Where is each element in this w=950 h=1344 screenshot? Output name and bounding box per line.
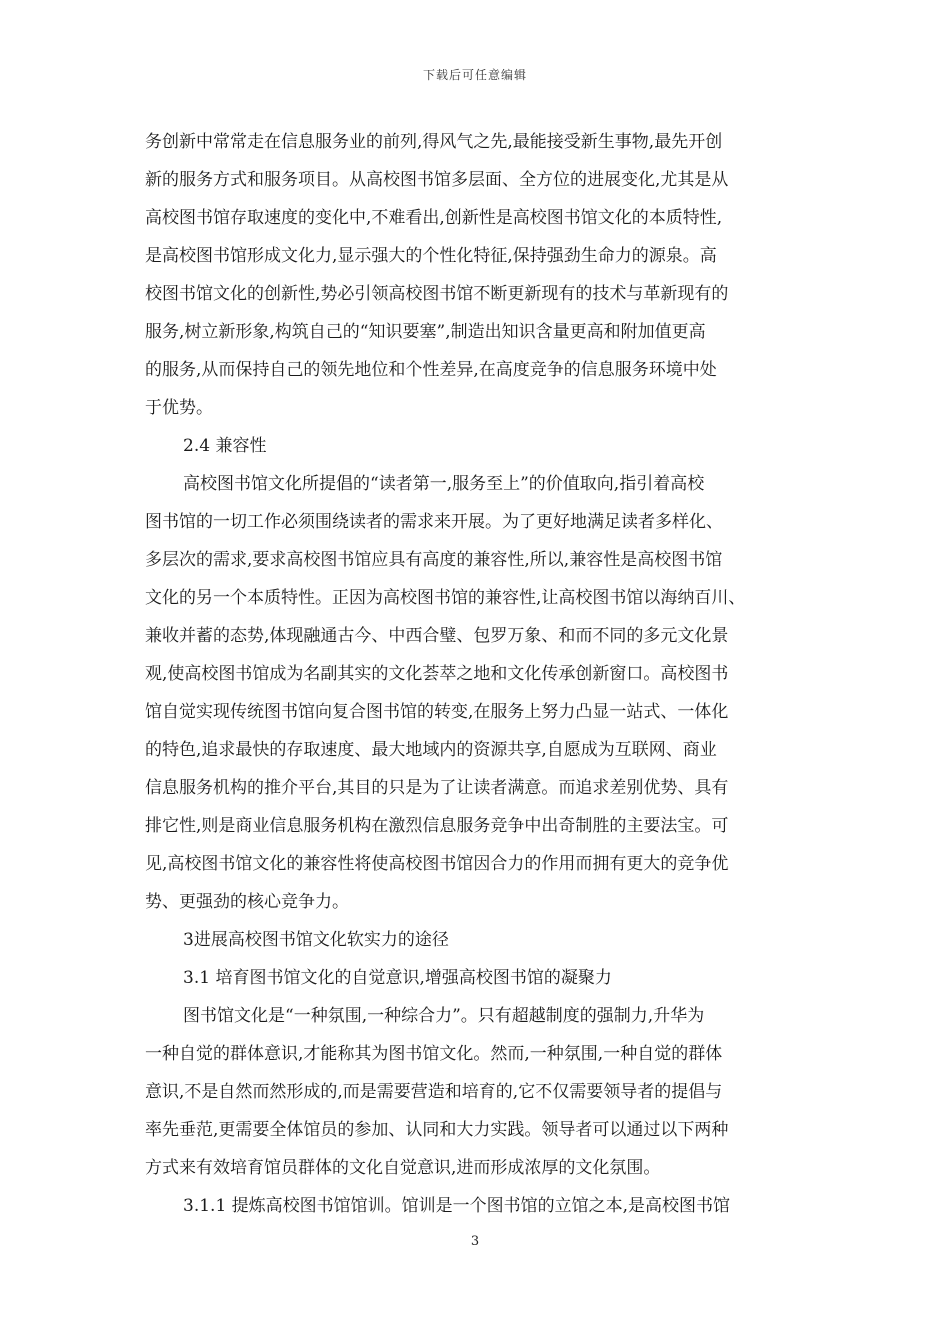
document-body [145,123,805,1225]
text-line: 高校图书馆文化所提倡的“读者第一,服务至上”的价值取向,指引着高校 [183,474,705,494]
text-line: 高校图书馆存取速度的变化中,不难看出,创新性是高校图书馆文化的本质特性, [145,208,723,228]
text-line: 信息服务机构的推介平台,其目的只是为了让读者满意。而追求差别优势、具有 [145,778,729,798]
text-line: 2.4 兼容性 [183,436,267,456]
page-header: 下载后可任意编辑 [422,68,527,82]
text-line: 是高校图书馆形成文化力,显示强大的个性化特征,保持强劲生命力的源泉。高 [145,246,717,266]
text-line: 一种自觉的群体意识,才能称其为图书馆文化。然而,一种氛围,一种自觉的群体 [145,1044,723,1064]
text-line: 服务,树立新形象,构筑自己的“知识要塞”,制造出知识含量更高和附加值更高 [145,322,706,342]
text-line: 3.1 培育图书馆文化的自觉意识,增强高校图书馆的凝聚力 [183,968,612,988]
text-line: 文化的另一个本质特性。正因为高校图书馆的兼容性,让高校图书馆以海纳百川、 [145,588,746,608]
text-line: 新的服务方式和服务项目。从高校图书馆多层面、全方位的进展变化,尤其是从 [145,170,729,190]
text-line: 务创新中常常走在信息服务业的前列,得风气之先,最能接受新生事物,最先开创 [145,132,723,152]
text-line: 见,高校图书馆文化的兼容性将使高校图书馆因合力的作用而拥有更大的竞争优 [145,854,729,874]
text-line: 馆自觉实现传统图书馆向复合图书馆的转变,在服务上努力凸显一站式、一体化 [145,702,729,722]
text-line: 方式来有效培育馆员群体的文化自觉意识,进而形成浓厚的文化氛围。 [145,1158,661,1178]
text-line: 的特色,追求最快的存取速度、最大地域内的资源共享,自愿成为互联网、商业 [145,740,717,760]
text-line: 图书馆的一切工作必须围绕读者的需求来开展。为了更好地满足读者多样化、 [145,512,723,532]
text-line: 势、更强劲的核心竞争力。 [145,892,349,912]
text-line: 兼收并蓄的态势,体现融通古今、中西合璧、包罗万象、和而不同的多元文化景 [145,626,729,646]
text-line: 排它性,则是商业信息服务机构在激烈信息服务竞争中出奇制胜的主要法宝。可 [145,816,729,836]
text-line: 于优势。 [145,398,213,418]
text-line: 率先垂范,更需要全体馆员的参加、认同和大力实践。领导者可以通过以下两种 [145,1120,729,1140]
text-line: 多层次的需求,要求高校图书馆应具有高度的兼容性,所以,兼容性是高校图书馆 [145,550,723,570]
text-line: 的服务,从而保持自己的领先地位和个性差异,在高度竞争的信息服务环境中处 [145,360,717,380]
page-number: 3 [470,1234,480,1249]
text-line: 观,使高校图书馆成为名副其实的文化荟萃之地和文化传承创新窗口。高校图书 [145,664,729,684]
text-line: 3进展高校图书馆文化软实力的途径 [183,930,449,950]
text-line: 图书馆文化是“一种氛围,一种综合力”。只有超越制度的强制力,升华为 [183,1006,705,1026]
text-line: 校图书馆文化的创新性,势必引领高校图书馆不断更新现有的技术与革新现有的 [145,284,729,304]
text-line: 3.1.1 提炼高校图书馆馆训。馆训是一个图书馆的立馆之本,是高校图书馆 [183,1196,731,1216]
text-line: 意识,不是自然而然形成的,而是需要营造和培育的,它不仅需要领导者的提倡与 [145,1082,723,1102]
